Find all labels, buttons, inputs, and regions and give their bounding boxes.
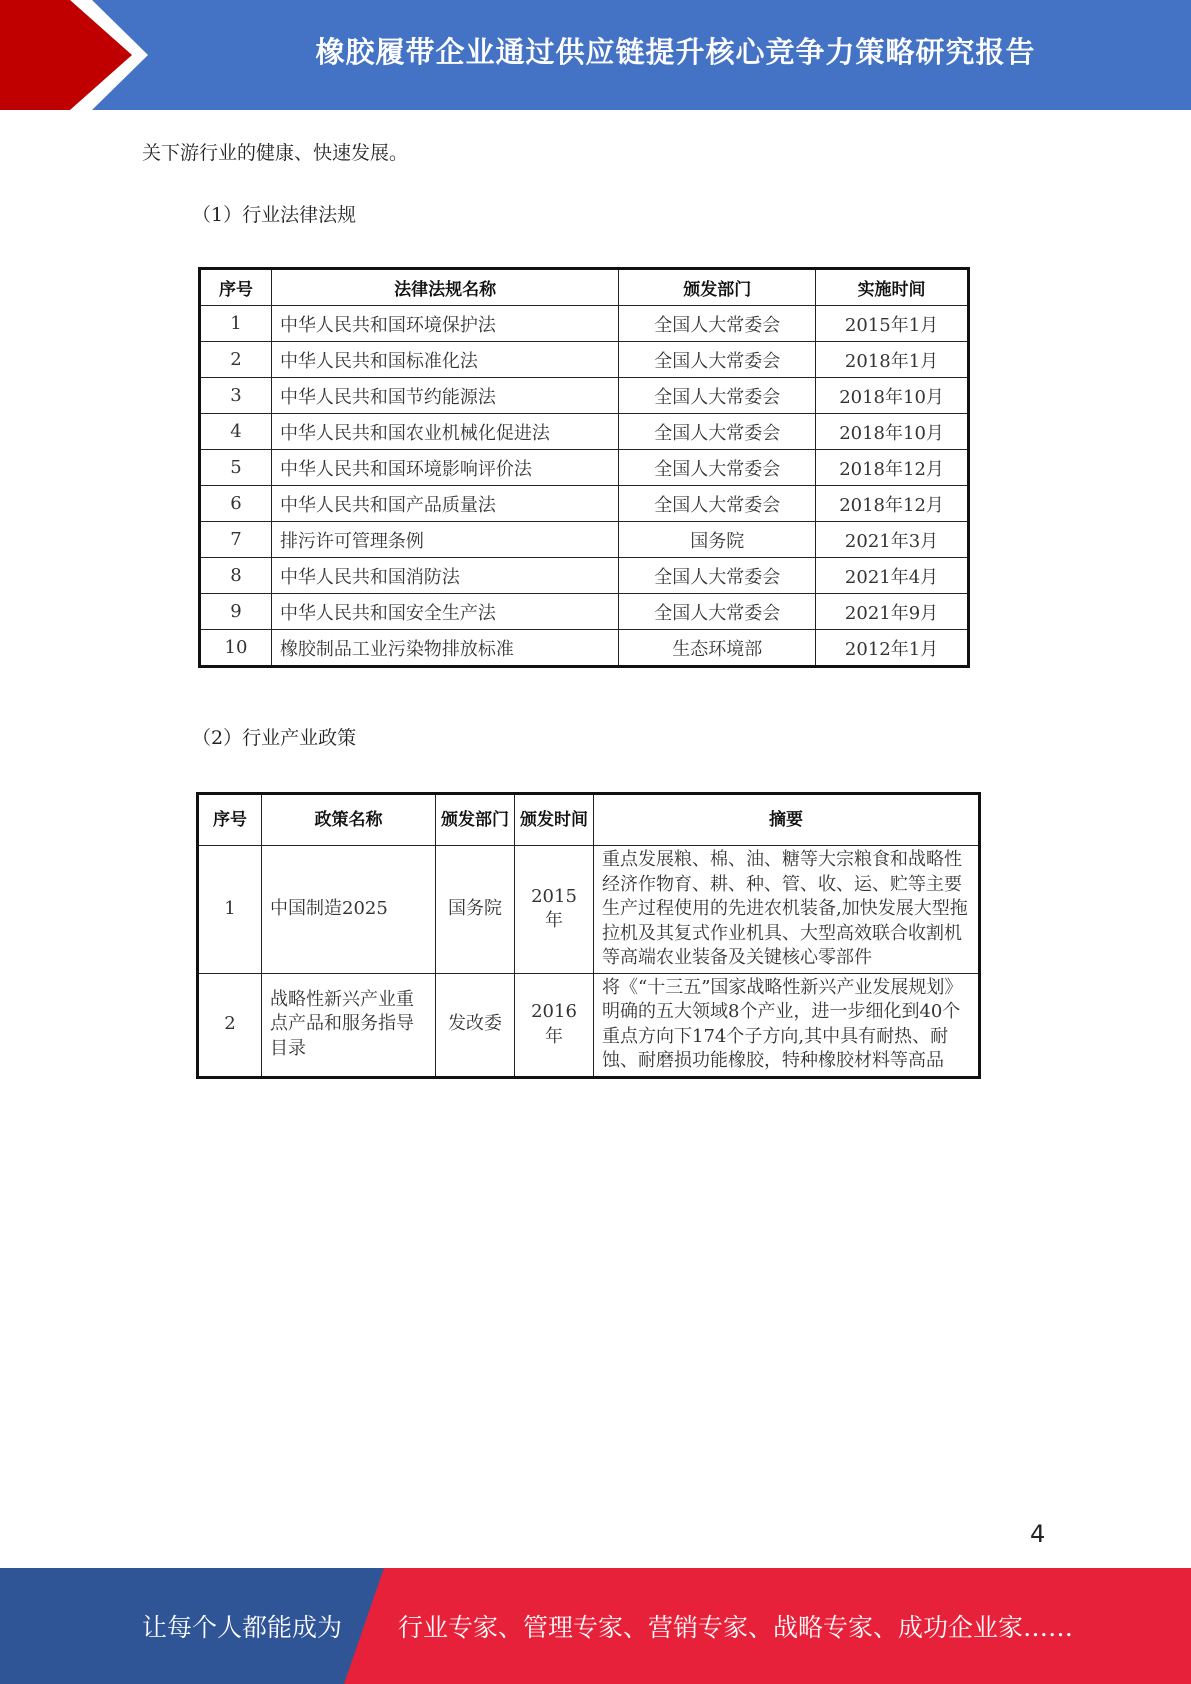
footer-slogan-right: 行业专家、管理专家、营销专家、战略专家、成功企业家……: [398, 1613, 1074, 1642]
table-row: [200, 414, 969, 450]
column-header: 颁发部门: [436, 794, 515, 846]
table-row: [200, 450, 969, 486]
table-cell: 中华人民共和国标准化法: [271, 342, 618, 378]
page-header: [0, 0, 1191, 110]
table-cell: 全国人大常委会: [619, 558, 816, 594]
column-header: 序号: [198, 794, 262, 846]
table-cell: 2: [198, 973, 262, 1077]
table-cell: 7: [200, 522, 272, 558]
table-cell: 中华人民共和国环境保护法: [271, 306, 618, 342]
table-cell: 2018年1月: [816, 342, 969, 378]
table-row: [200, 558, 969, 594]
section2-heading: （2）行业产业政策: [192, 727, 357, 749]
table-cell: 战略性新兴产业重点产品和服务指导目录: [262, 973, 436, 1077]
table-row: [200, 378, 969, 414]
table-cell: 中华人民共和国安全生产法: [271, 594, 618, 630]
table-cell: 生态环境部: [619, 630, 816, 667]
table-cell: 全国人大常委会: [619, 342, 816, 378]
table-cell: 全国人大常委会: [619, 378, 816, 414]
table-cell: 重点发展粮、棉、油、糖等大宗粮食和战略性经济作物育、耕、种、管、收、运、贮等主要生产过程使用的先进农机装备,加快发展大型拖拉机及其复式作业机具、大型高效联合收割机等高端农业装备及关键核心零部件: [594, 846, 980, 974]
table-cell: 2012年1月: [816, 630, 969, 667]
table-cell: 全国人大常委会: [619, 414, 816, 450]
table-cell: 全国人大常委会: [619, 450, 816, 486]
table-cell: 5: [200, 450, 272, 486]
table-cell: 全国人大常委会: [619, 486, 816, 522]
column-header: 实施时间: [816, 269, 969, 306]
table-cell: 4: [200, 414, 272, 450]
table-row: [198, 846, 980, 974]
table-cell: 国务院: [436, 846, 515, 974]
table-cell: 2021年3月: [816, 522, 969, 558]
table-cell: 中华人民共和国消防法: [271, 558, 618, 594]
table-cell: 中华人民共和国环境影响评价法: [271, 450, 618, 486]
table-cell: 中华人民共和国产品质量法: [271, 486, 618, 522]
table-row: [198, 973, 980, 1077]
table-cell: 2: [200, 342, 272, 378]
column-header: 颁发时间: [515, 794, 594, 846]
table-cell: 中国制造2025: [262, 846, 436, 974]
table-cell: 1: [200, 306, 272, 342]
table-cell: 排污许可管理条例: [271, 522, 618, 558]
table-cell: 发改委: [436, 973, 515, 1077]
document-title: 橡胶履带企业通过供应链提升核心竞争力策略研究报告: [315, 34, 1036, 69]
table-cell: 中华人民共和国农业机械化促进法: [271, 414, 618, 450]
column-header: 颁发部门: [619, 269, 816, 306]
table-cell: 中华人民共和国节约能源法: [271, 378, 618, 414]
table-cell: 将《“十三五”国家战略性新兴产业发展规划》明确的五大领域8个产业，进一步细化到40个重点方向下174个子方向,其中具有耐热、耐蚀、耐磨损功能橡胶，特种橡胶材料等高品: [594, 973, 980, 1077]
table-cell: 3: [200, 378, 272, 414]
intro-paragraph: 关下游行业的健康、快速发展。: [142, 142, 409, 164]
table-cell: 2018年10月: [816, 414, 969, 450]
table-header-row: [198, 794, 980, 846]
page-footer: [0, 1568, 1191, 1684]
table-cell: 橡胶制品工业污染物排放标准: [271, 630, 618, 667]
table-cell: 8: [200, 558, 272, 594]
table-cell: 2016年: [515, 973, 594, 1077]
table-row: [200, 594, 969, 630]
table-row: [200, 306, 969, 342]
table-row: [200, 342, 969, 378]
section1-heading: （1）行业法律法规: [192, 204, 357, 226]
table-cell: 9: [200, 594, 272, 630]
table-cell: 2021年9月: [816, 594, 969, 630]
column-header: 法律法规名称: [271, 269, 618, 306]
table-cell: 10: [200, 630, 272, 667]
table-cell: 全国人大常委会: [619, 594, 816, 630]
policy-table: [196, 792, 981, 1079]
table-row: [200, 522, 969, 558]
table-header-row: [200, 269, 969, 306]
table-row: [200, 630, 969, 667]
table-cell: 全国人大常委会: [619, 306, 816, 342]
table-cell: 2021年4月: [816, 558, 969, 594]
table-cell: 2018年12月: [816, 486, 969, 522]
table-cell: 2015年1月: [816, 306, 969, 342]
column-header: 政策名称: [262, 794, 436, 846]
column-header: 序号: [200, 269, 272, 306]
table-cell: 2018年12月: [816, 450, 969, 486]
column-header: 摘要: [594, 794, 980, 846]
page-number: 4: [1030, 1520, 1046, 1548]
table-cell: 2015年: [515, 846, 594, 974]
table-cell: 2018年10月: [816, 378, 969, 414]
laws-table: [198, 267, 970, 668]
table-row: [200, 486, 969, 522]
table-cell: 6: [200, 486, 272, 522]
table-cell: 国务院: [619, 522, 816, 558]
table-cell: 1: [198, 846, 262, 974]
footer-slogan-left: 让每个人都能成为: [142, 1613, 343, 1642]
